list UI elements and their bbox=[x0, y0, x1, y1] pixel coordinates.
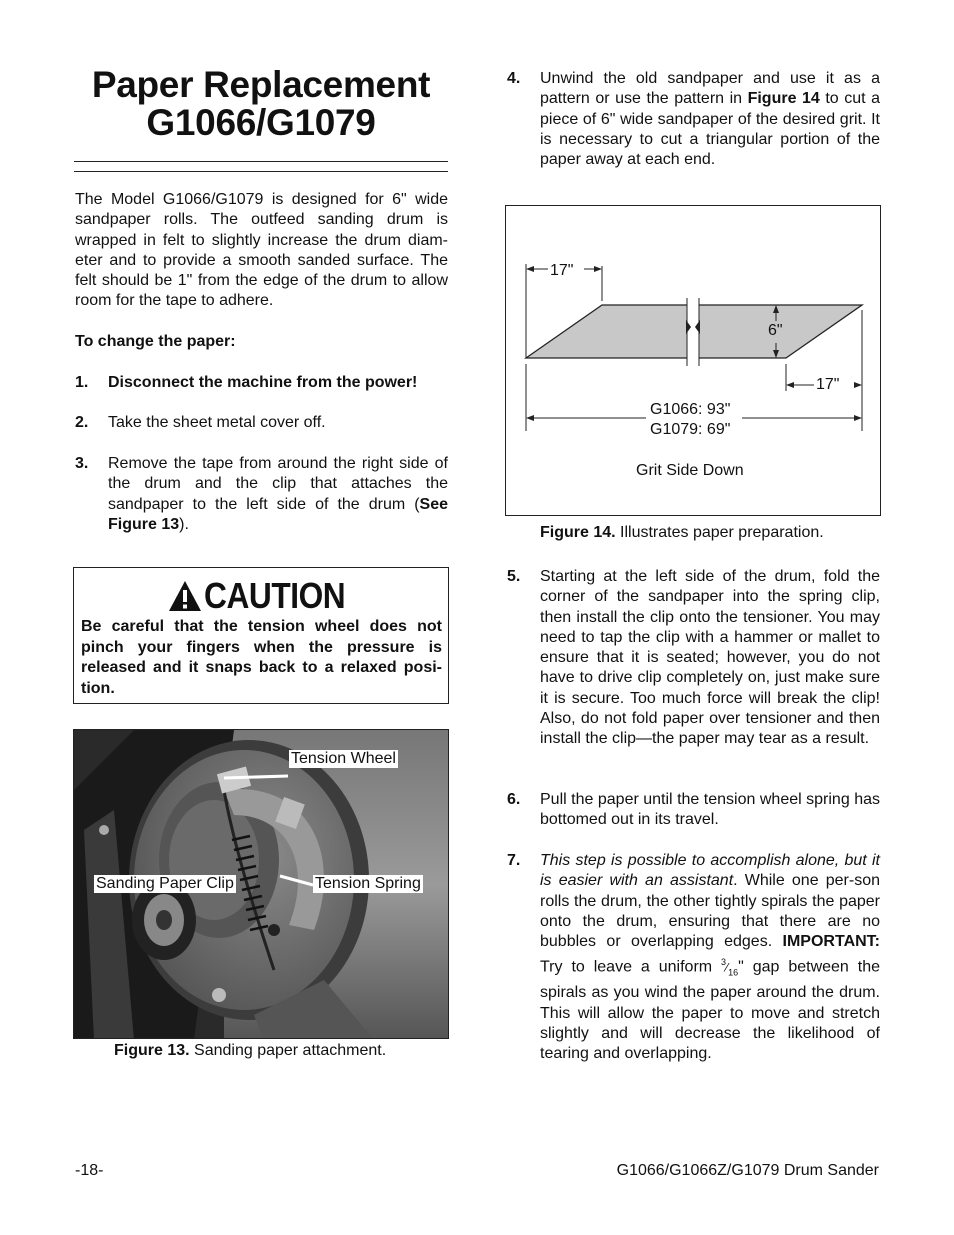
step-7-text-fraction-lead: Try to leave a uniform bbox=[540, 958, 722, 976]
step-7-italic-text: This step is possible to accomplish alone, but it is easier with an assistant bbox=[540, 852, 880, 890]
step-4 bbox=[507, 69, 880, 173]
step-7 bbox=[507, 851, 880, 1063]
grit-side-down: Grit Side Down bbox=[636, 462, 744, 479]
step-3-text bbox=[108, 454, 448, 535]
step-2 bbox=[75, 413, 448, 435]
caution-heading: CAUTION bbox=[204, 575, 346, 616]
intro-paragraph: The Model G1066/G1079 is designed for 6" wide sandpaper rolls. The outfeed sanding drum is wrapped in felt to slightly increase the drum diam-eter and to provide a smooth sanded surface. The felt should be 1" from the edge of the drum to allow room for the tape to adhere. bbox=[75, 191, 448, 310]
title-rule-bottom bbox=[74, 171, 448, 172]
step-5-text: Starting at the left side of the drum, fold the corner of the sandpaper into the spring clip, then install the clip onto the tensioner. You may need to tap the clip with a hammer or mallet to ensure that it is seated; however, you do not have to drive clip completely on, just make sure it is secure. Too much force will break the clip! Also, do not fold paper over tensioner and then install the clip—the paper may tear as a result. bbox=[540, 568, 880, 748]
step-6-text: Pull the paper until the tension wheel spring has bottomed out in its travel. bbox=[540, 791, 880, 829]
dim-left-17: 17" bbox=[550, 262, 574, 279]
important-label: IMPORTANT: bbox=[782, 933, 880, 951]
step-3-number: 3. bbox=[75, 455, 89, 472]
step-6 bbox=[507, 790, 880, 832]
title-line-1: Paper Replacement bbox=[91, 64, 431, 105]
page-title bbox=[74, 66, 448, 142]
dim-height-6: 6" bbox=[768, 322, 783, 339]
step-2-number: 2. bbox=[75, 414, 89, 431]
subhead-change-paper: To change the paper: bbox=[75, 333, 236, 350]
figure-14-caption-label: Figure 14. bbox=[540, 524, 616, 541]
step-4-text-end: to cut a piece of 6" wide sandpaper of the desired grit. It is necessary to cut a triangular portion of the paper away at each end. bbox=[540, 90, 881, 169]
caution-text: Be careful that the tension wheel does not pinch your fingers when the pressure is released and it snaps back to a relaxed posi-tion. bbox=[81, 618, 442, 697]
step-1-number: 1. bbox=[75, 374, 89, 391]
step-1-text: Disconnect the machine from the power! bbox=[108, 374, 418, 391]
step-1 bbox=[75, 373, 448, 395]
length-g1066: G1066: 93" bbox=[650, 401, 731, 418]
callout-sanding-paper-clip: Sanding Paper Clip bbox=[96, 875, 234, 892]
figure-13-reference: See Figure 13 bbox=[108, 495, 448, 533]
step-4-text bbox=[540, 69, 880, 170]
fraction-denominator: 16 bbox=[728, 968, 739, 978]
callout-tension-spring: Tension Spring bbox=[315, 875, 421, 892]
document-title-footer: G1066/G1066Z/G1079 Drum Sander bbox=[616, 1162, 879, 1179]
figure-14-caption-text: Illustrates paper preparation. bbox=[615, 524, 824, 541]
figure-14-caption bbox=[540, 523, 824, 543]
step-7-text: This step is possible to accomplish alone, but it is easier with an assistant. While one per-son rolls the drum, the other tightly spirals the paper onto the drum, ensuring that there are no bubbles or overlapping edges. IMPORTANT: Try to leave a uniform $^3⁄_{16}$" gap between the spirals as you wind the paper around the drum. This will allow the paper to move and stretch slightly and will decrease the likelihood of tearing and overlapping. bbox=[540, 852, 880, 1063]
figure-13-caption-label: Figure 13. bbox=[114, 1042, 190, 1059]
step-4-text-body: Unwind the old sandpaper and use it as a pattern or use the pattern in bbox=[540, 70, 880, 108]
step-7-number: 7. bbox=[507, 852, 521, 869]
step-7-text-body: . While one per-son rolls the drum, the other tightly spirals the paper onto the drum, ensuring that there are no bubbles or overlapping edges. bbox=[540, 872, 880, 951]
page-number: -18- bbox=[75, 1162, 104, 1179]
step-5-number: 5. bbox=[507, 568, 521, 585]
figure-14-diagram bbox=[505, 205, 881, 516]
figure-13-photo bbox=[73, 729, 449, 1039]
step-4-number: 4. bbox=[507, 70, 521, 87]
step-2-text: Take the sheet metal cover off. bbox=[108, 414, 326, 431]
figure-14-reference: Figure 14 bbox=[747, 90, 820, 108]
title-line-2: G1066/G1079 bbox=[146, 102, 376, 143]
caution-box bbox=[73, 567, 449, 704]
warning-triangle-icon bbox=[168, 579, 202, 613]
figure-13-caption bbox=[114, 1041, 386, 1061]
step-3-text-body: Remove the tape from around the right side of the drum and the clip that attaches the sandpaper to the left side of the drum ( bbox=[108, 455, 448, 513]
title-rule-top bbox=[74, 161, 448, 162]
step-3 bbox=[75, 454, 448, 538]
fraction-numerator: 3 bbox=[721, 957, 727, 968]
dim-right-17: 17" bbox=[816, 376, 840, 393]
step-3-text-end: ). bbox=[179, 515, 189, 533]
caution-header bbox=[168, 576, 365, 616]
figure-13-caption-text: Sanding paper attachment. bbox=[189, 1042, 387, 1059]
step-5 bbox=[507, 567, 880, 772]
callout-tension-wheel: Tension Wheel bbox=[291, 750, 396, 767]
step-6-number: 6. bbox=[507, 791, 521, 808]
length-g1079: G1079: 69" bbox=[650, 421, 731, 438]
step-7-text-end: " gap between the spirals as you wind the paper around the drum. This will allow the paper to move and stretch slightly and will decrease the likelihood of tearing and overlapping. bbox=[540, 958, 880, 1063]
